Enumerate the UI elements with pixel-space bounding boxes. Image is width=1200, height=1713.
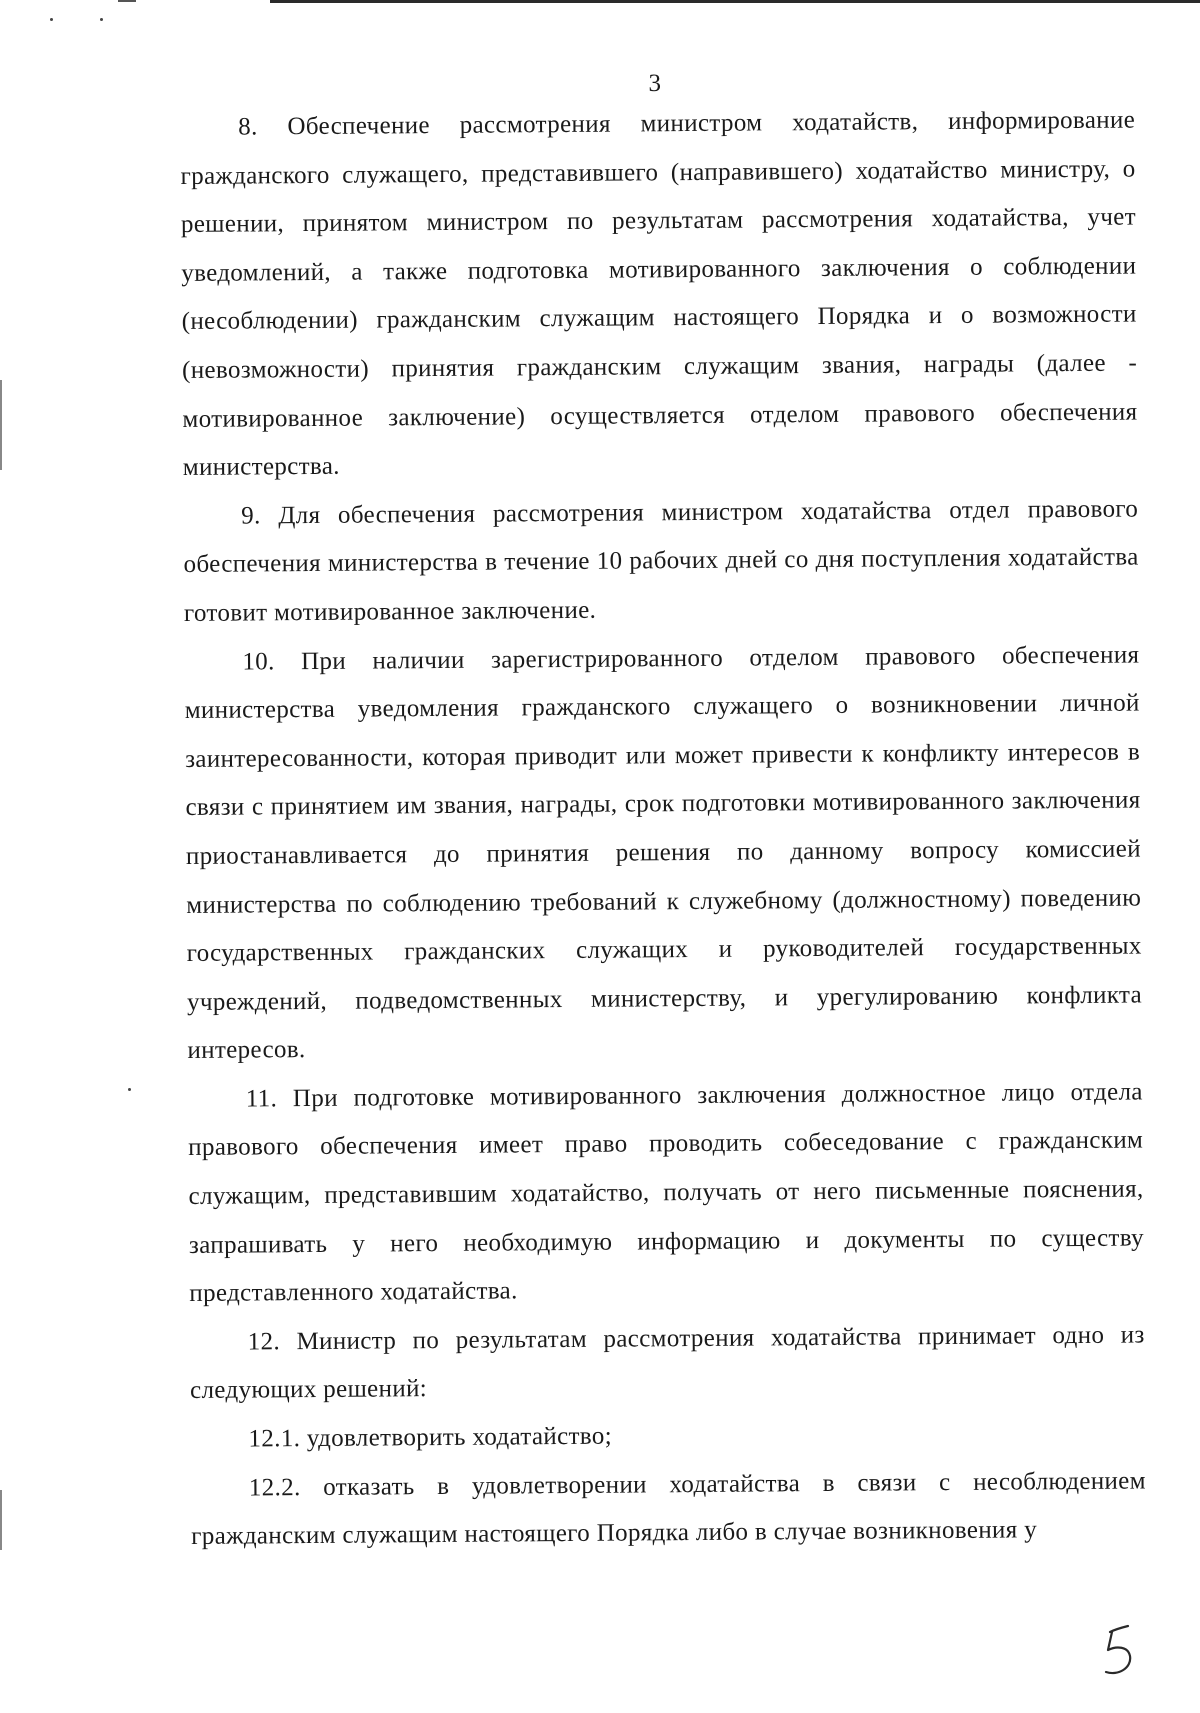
- handwritten-page-number: [1098, 1620, 1146, 1680]
- document-body: [180, 96, 1146, 1561]
- paragraph-12: 12. Министр по результатам рассмотрения ходатайства принимает одно из следующих решений:: [190, 1321, 1145, 1405]
- scan-speck: [50, 18, 53, 21]
- paragraph-12-1: 12.1. удовлетворить ходатайство;: [248, 1422, 613, 1453]
- top-scan-edge-line: [270, 0, 1200, 3]
- scan-speck: [128, 1088, 131, 1091]
- paragraph-8: 8. Обеспечение рассмотрения министром ходатайств, информирование гражданского служащего, представившего (направившего) ходатайство министру, о решении, принятом министром по результатам рассмотрения ходатайства, учет уведомлений, а также подготовка мотивированного заключения о соблюдении (несоблюдении) гражданским служащим настоящего Порядка и о возможности (невозможности) принятия гражданским служащим звания, награды (далее - мотивированное заключение) осуществляется отделом правового обеспечения министерства.: [180, 106, 1138, 482]
- paragraph-11: 11. При подготовке мотивированного заключения должностное лицо отдела правового обеспечения имеет право проводить собеседование с гражданским служащим, представившим ходатайство, получать от него письменные пояснения, запрашивать у него необходимую информацию и документы по существу представленного ходатайства.: [188, 1078, 1145, 1308]
- scan-speck: [100, 18, 103, 21]
- paragraph-10: 10. При наличии зарегистрированного отделом правового обеспечения министерства уведомления гражданского служащего о возникновении личной заинтересованности, которая приводит или может привести к конфликту интересов в связи с принятием им звания, награды, срок подготовки мотивированного заключения приостанавливается до принятия решения по данному вопросу комиссией министерства по соблюдению требований к служебному (должностному) поведению государственных гражданских служащих и руководителей государственных учреждений, подведомственных министерству, и урегулированию конфликта интересов.: [184, 641, 1143, 1065]
- paragraph-12-2: 12.2. отказать в удовлетворении ходатайства в связи с несоблюдением гражданским служащим настоящего Порядка либо в случае возникновения у: [191, 1467, 1146, 1551]
- paragraph-9: 9. Для обеспечения рассмотрения министром ходатайства отдел правового обеспечения министерства в течение 10 рабочих дней со дня поступления ходатайства готовит мотивированное заключение.: [183, 495, 1139, 627]
- top-scan-mark: [118, 0, 136, 2]
- page-number: 3: [648, 70, 662, 97]
- scan-edge-mark: [0, 1490, 2, 1550]
- scan-edge-mark: [0, 380, 2, 470]
